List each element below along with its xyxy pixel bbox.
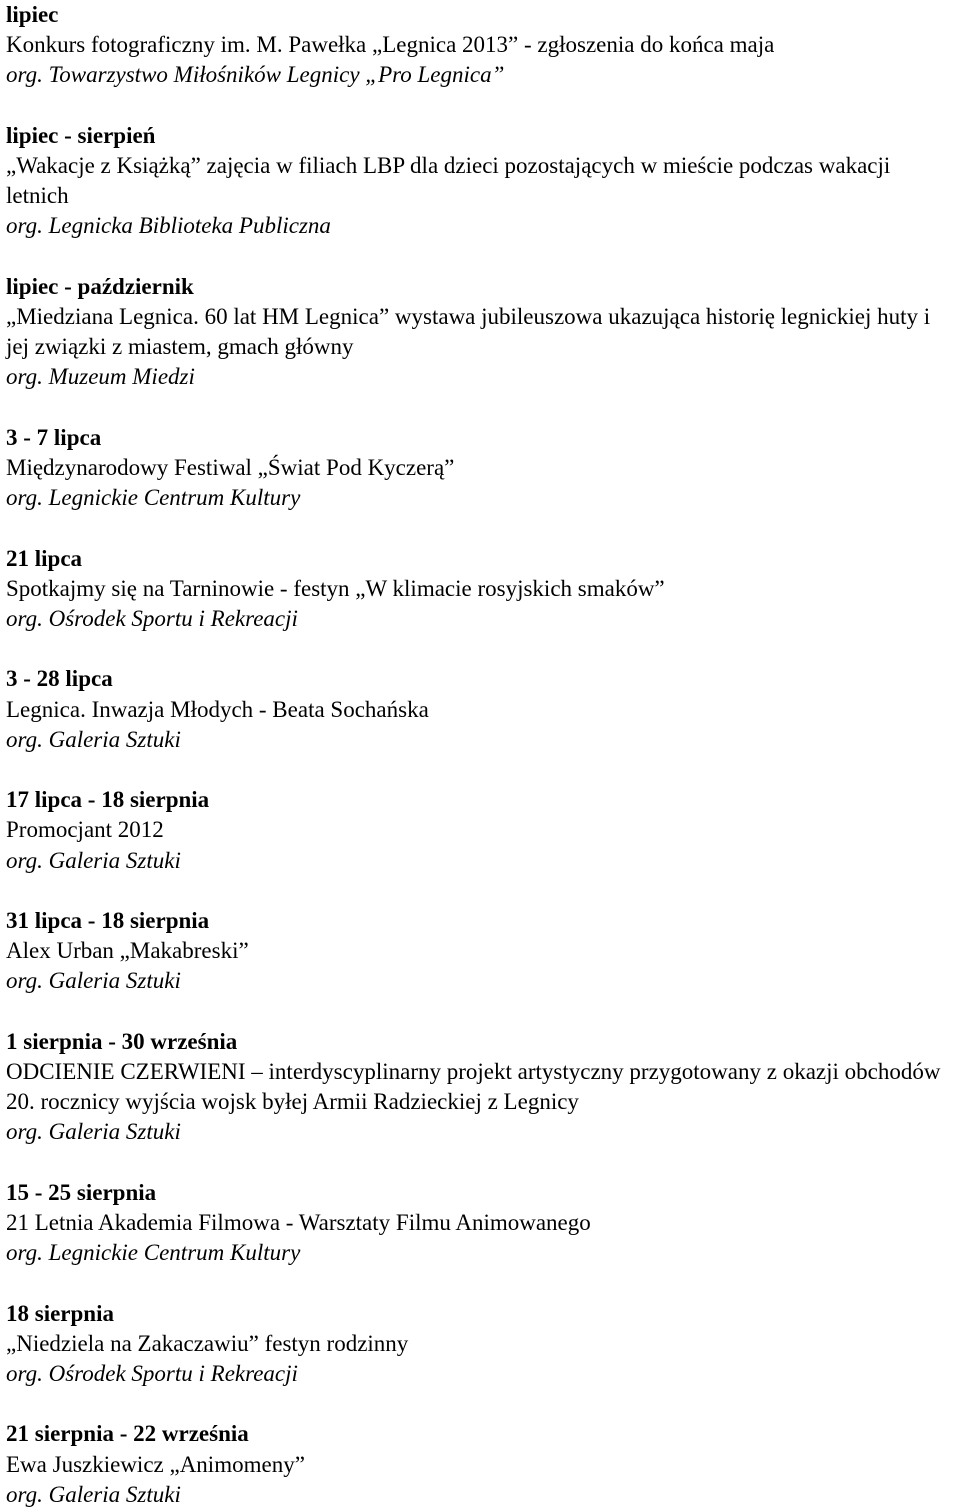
event-entry: [6, 1178, 956, 1269]
event-title: Spotkajmy się na Tarninowie - festyn „W klimacie rosyjskich smaków”: [6, 575, 665, 601]
event-date: 18 sierpnia: [6, 1300, 114, 1326]
event-title: ODCIENIE CZERWIENI – interdyscyplinarny projekt artystyczny przygotowany z okazji obchodów 20. rocznicy wyjścia wojsk byłej Armii Radzieckiej z Legnicy: [6, 1058, 941, 1115]
event-date: 15 - 25 sierpnia: [6, 1179, 157, 1205]
event-organizer: org. Galeria Sztuki: [6, 847, 181, 873]
event-organizer: org. Galeria Sztuki: [6, 1119, 181, 1145]
event-organizer: org. Ośrodek Sportu i Rekreacji: [6, 606, 298, 631]
event-date: 21 sierpnia - 22 września: [6, 1421, 249, 1447]
event-organizer: org. Legnicka Biblioteka Publiczna: [6, 213, 331, 239]
event-date: lipiec - październik: [6, 273, 194, 299]
event-title: Alex Urban „Makabreski”: [6, 938, 249, 964]
event-organizer: org. Galeria Sztuki: [6, 726, 181, 752]
event-title: Konkurs fotograficzny im. M. Pawełka „Legnica 2013” - zgłoszenia do końca maja: [6, 32, 775, 58]
event-organizer: org. Galeria Sztuki: [6, 968, 181, 994]
event-date: 3 - 28 lipca: [6, 666, 113, 692]
event-organizer: org. Ośrodek Sportu i Rekreacji: [6, 1360, 298, 1386]
event-entry: [6, 544, 956, 635]
event-title: Legnica. Inwazja Młodych - Beata Sochańska: [6, 696, 429, 722]
event-entry: [6, 1299, 956, 1390]
event-organizer: org. Galeria Sztuki: [6, 1481, 181, 1507]
event-entry: [6, 906, 956, 997]
event-date: lipiec: [6, 2, 59, 27]
event-organizer: org. Muzeum Miedzi: [6, 364, 195, 390]
event-organizer: org. Legnickie Centrum Kultury: [6, 1240, 301, 1266]
event-title: „Miedziana Legnica. 60 lat HM Legnica” wystawa jubileuszowa ukazująca historię legnickiej huty i jej związki z miastem, gmach główny: [6, 304, 931, 360]
event-title: Promocjant 2012: [6, 817, 164, 843]
event-entry: [6, 121, 956, 242]
event-entry: [6, 1419, 956, 1510]
event-organizer: org. Legnickie Centrum Kultury: [6, 485, 301, 511]
event-calendar-page: [6, 0, 956, 1510]
event-date: 3 - 7 lipca: [6, 424, 102, 450]
event-organizer: org. Towarzystwo Miłośników Legnicy „Pro Legnica”: [6, 62, 505, 88]
event-title: Ewa Juszkiewicz „Animomeny”: [6, 1451, 305, 1477]
event-title: 21 Letnia Akademia Filmowa - Warsztaty Filmu Animowanego: [6, 1209, 591, 1235]
event-date: 1 sierpnia - 30 września: [6, 1028, 238, 1054]
event-date: 31 lipca - 18 sierpnia: [6, 907, 210, 933]
event-entry: [6, 1027, 956, 1148]
event-entry: [6, 272, 956, 393]
event-date: 17 lipca - 18 sierpnia: [6, 787, 210, 813]
event-date: lipiec - sierpień: [6, 122, 156, 148]
event-entry: [6, 0, 956, 91]
event-title: „Niedziela na Zakaczawiu” festyn rodzinny: [6, 1330, 409, 1356]
event-date: 21 lipca: [6, 545, 83, 571]
event-title: „Wakacje z Książką” zajęcia w filiach LBP dla dzieci pozostających w mieście podczas wakacji letnich: [6, 153, 891, 209]
event-entry: [6, 785, 956, 876]
event-entry: [6, 423, 956, 514]
event-title: Międzynarodowy Festiwal „Świat Pod Kyczerą”: [6, 455, 455, 480]
event-entry: [6, 664, 956, 755]
